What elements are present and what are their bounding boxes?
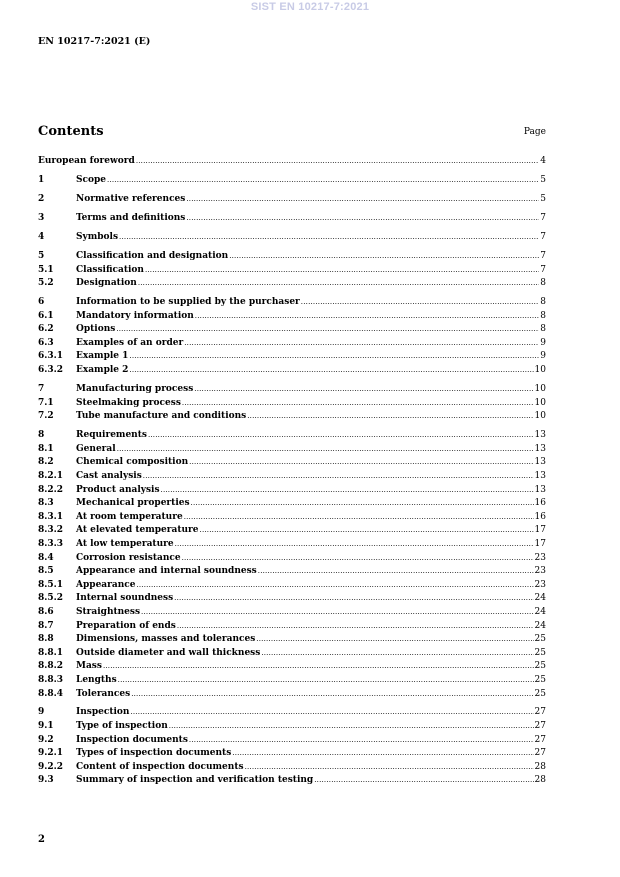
toc-entry-title: Mass xyxy=(76,661,102,672)
toc-entry-number: 5.2 xyxy=(38,278,54,289)
toc-entry-page: 27 xyxy=(534,721,546,732)
toc-entry-title: Chemical composition xyxy=(76,457,189,468)
toc-entry-title: Appearance xyxy=(76,579,136,590)
toc-entry[interactable] xyxy=(38,606,546,620)
toc-entry-title: Example 1 xyxy=(76,351,129,362)
toc-entry-number: 5.1 xyxy=(38,264,54,275)
toc-entry-number: 6 xyxy=(38,297,45,308)
dot-leader xyxy=(175,538,534,552)
toc-entry-page: 24 xyxy=(534,606,546,617)
dot-leader xyxy=(194,383,533,397)
toc-entry-page: 25 xyxy=(534,688,546,699)
toc-entry-page: 17 xyxy=(534,538,546,549)
document-identifier: EN 10217-7:2021 (E) xyxy=(38,36,151,47)
toc-entry-number: 8.5.1 xyxy=(38,579,64,590)
toc-entry-title: European foreword xyxy=(38,156,135,166)
dot-leader xyxy=(229,250,539,264)
toc-entry-title: At low temperature xyxy=(76,538,174,549)
toc-entry-page: 25 xyxy=(534,661,546,672)
toc-entry[interactable] xyxy=(38,155,546,169)
toc-entry-page: 27 xyxy=(534,734,546,745)
toc-entry-page: 5 xyxy=(540,174,546,185)
toc-entry-title: At room temperature xyxy=(76,511,183,522)
toc-entry-page: 10 xyxy=(534,384,546,395)
dot-leader xyxy=(107,174,539,188)
toc-entry[interactable] xyxy=(38,538,546,552)
toc-entry-title: Examples of an order xyxy=(76,337,184,348)
toc-entry[interactable] xyxy=(38,250,546,264)
toc-entry-page: 23 xyxy=(534,579,546,590)
toc-entry-number: 8.5 xyxy=(38,566,54,577)
toc-entry-number: 8.2.1 xyxy=(38,471,64,481)
toc-entry-page: 28 xyxy=(534,775,546,786)
toc-entry[interactable] xyxy=(38,747,546,761)
dot-leader xyxy=(182,397,534,411)
toc-entry-title: At elevated temperature xyxy=(76,525,199,536)
toc-entry-number: 7 xyxy=(38,384,45,395)
toc-entry[interactable] xyxy=(38,761,546,775)
toc-entry-title: Terms and definitions xyxy=(76,212,186,223)
toc-entry[interactable] xyxy=(38,296,546,310)
toc-entry[interactable] xyxy=(38,443,546,457)
toc-entry-number: 4 xyxy=(38,231,45,242)
dot-leader xyxy=(200,524,534,538)
watermark: SIST EN 10217-7:2021 xyxy=(250,1,370,13)
toc-entry[interactable] xyxy=(38,688,546,702)
toc-entry-page: 16 xyxy=(534,498,546,509)
toc-entry-title: Corrosion resistance xyxy=(76,552,181,563)
toc-entry-page: 9 xyxy=(540,351,546,362)
toc-entry-title: Product analysis xyxy=(76,484,160,495)
toc-entry-number: 8.2 xyxy=(38,457,54,468)
toc-entry-title: Inspection xyxy=(76,707,130,718)
toc-entry-page: 27 xyxy=(534,748,546,759)
toc-entry[interactable] xyxy=(38,774,546,788)
toc-entry-page: 24 xyxy=(534,620,546,631)
toc-entry[interactable] xyxy=(38,323,546,337)
toc-entry-title: Lengths xyxy=(76,674,117,685)
dot-leader xyxy=(195,310,539,324)
toc-entry-title: Appearance and internal soundness xyxy=(76,566,257,577)
toc-entry-title: Mechanical properties xyxy=(76,498,190,509)
toc-entry[interactable] xyxy=(38,734,546,748)
toc-entry-number: 8.3.2 xyxy=(38,525,64,536)
toc-entry-number: 5 xyxy=(38,250,45,261)
page-number: 2 xyxy=(38,834,45,845)
toc-entry-number: 8.6 xyxy=(38,606,54,617)
toc-entry-page: 8 xyxy=(540,297,546,308)
toc-entry-title: Manufacturing process xyxy=(76,384,194,395)
toc-entry[interactable] xyxy=(38,720,546,734)
toc-entry[interactable] xyxy=(38,565,546,579)
toc-entry-title: Content of inspection documents xyxy=(76,761,244,772)
toc-entry[interactable] xyxy=(38,364,546,378)
toc-entry-title: Classification xyxy=(76,264,144,275)
toc-entry-title: Classification and designation xyxy=(76,250,229,261)
toc-entry-page: 17 xyxy=(534,525,546,536)
toc-entry-title: Types of inspection documents xyxy=(76,748,232,759)
toc-entry[interactable] xyxy=(38,231,546,245)
dot-leader xyxy=(136,579,533,593)
table-of-contents xyxy=(38,155,546,788)
dot-leader xyxy=(189,456,533,470)
toc-entry-page: 25 xyxy=(534,647,546,658)
toc-entry-title: Steelmaking process xyxy=(76,397,181,408)
dot-leader xyxy=(186,193,539,207)
toc-entry[interactable] xyxy=(38,212,546,226)
toc-entry-number: 6.3.2 xyxy=(38,365,64,376)
toc-entry[interactable] xyxy=(38,337,546,351)
toc-entry-page: 28 xyxy=(534,761,546,772)
toc-entry-number: 8.2.2 xyxy=(38,484,64,495)
dot-leader xyxy=(191,497,534,511)
toc-entry[interactable] xyxy=(38,484,546,498)
toc-entry[interactable] xyxy=(38,706,546,720)
toc-entry-page: 23 xyxy=(534,552,546,563)
dot-leader xyxy=(143,470,534,484)
dot-leader xyxy=(117,443,534,457)
toc-entry[interactable] xyxy=(38,410,546,424)
toc-entry[interactable] xyxy=(38,350,546,364)
toc-entry-number: 8.5.2 xyxy=(38,593,64,604)
toc-entry[interactable] xyxy=(38,552,546,566)
toc-entry-number: 6.1 xyxy=(38,310,54,321)
dot-leader xyxy=(103,660,534,674)
toc-entry-title: Mandatory information xyxy=(76,310,194,321)
toc-entry-page: 9 xyxy=(540,337,546,348)
dot-leader xyxy=(184,337,539,351)
toc-entry-page: 25 xyxy=(534,674,546,685)
toc-entry-page: 23 xyxy=(534,566,546,577)
toc-entry[interactable] xyxy=(38,647,546,661)
toc-entry-page: 10 xyxy=(534,397,546,408)
toc-entry-title: Inspection documents xyxy=(76,734,188,745)
toc-entry-page: 10 xyxy=(534,365,546,376)
dot-leader xyxy=(177,620,534,634)
toc-entry-number: 8.3.1 xyxy=(38,511,64,522)
toc-entry-page: 8 xyxy=(540,278,546,289)
dot-leader xyxy=(141,606,534,620)
toc-entry-title: Internal soundness xyxy=(76,593,174,604)
toc-entry-title: Straightness xyxy=(76,606,141,617)
toc-entry-number: 8.8.3 xyxy=(38,674,64,685)
toc-entry-number: 9.2 xyxy=(38,734,54,745)
toc-entry-page: 7 xyxy=(540,231,546,242)
toc-entry-title: Designation xyxy=(76,278,137,289)
toc-entry-number: 2 xyxy=(38,193,45,204)
toc-entry-page: 7 xyxy=(540,264,546,275)
toc-entry-title: Normative references xyxy=(76,193,186,204)
dot-leader xyxy=(314,774,533,788)
toc-entry-title: Cast analysis xyxy=(76,471,142,481)
toc-entry-page: 13 xyxy=(534,471,546,481)
dot-leader xyxy=(118,674,534,688)
page-column-heading: Page xyxy=(523,127,546,137)
toc-entry-title: Tube manufacture and conditions xyxy=(76,411,247,422)
toc-entry[interactable] xyxy=(38,264,546,278)
dot-leader xyxy=(148,429,534,443)
dot-leader xyxy=(256,633,533,647)
toc-entry-number: 8.3 xyxy=(38,498,54,509)
dot-leader xyxy=(131,688,533,702)
toc-entry-page: 7 xyxy=(540,212,546,223)
toc-entry-number: 9.3 xyxy=(38,775,54,786)
toc-entry-title: Outside diameter and wall thickness xyxy=(76,647,261,658)
dot-leader xyxy=(119,231,539,245)
toc-entry[interactable] xyxy=(38,592,546,606)
toc-entry-number: 9 xyxy=(38,707,45,718)
dot-leader xyxy=(116,323,539,337)
contents-heading: Contents xyxy=(38,124,104,139)
toc-entry-number: 8.3.3 xyxy=(38,538,64,549)
toc-entry-page: 13 xyxy=(534,443,546,454)
toc-entry-number: 8.7 xyxy=(38,620,54,631)
toc-entry-title: Options xyxy=(76,324,116,335)
toc-entry[interactable] xyxy=(38,674,546,688)
toc-entry[interactable] xyxy=(38,497,546,511)
dot-leader xyxy=(245,761,534,775)
dot-leader xyxy=(169,720,534,734)
toc-entry[interactable] xyxy=(38,383,546,397)
toc-entry[interactable] xyxy=(38,579,546,593)
dot-leader xyxy=(136,155,539,169)
toc-entry-title: Preparation of ends xyxy=(76,620,176,631)
toc-entry[interactable] xyxy=(38,193,546,207)
toc-entry-title: Dimensions, masses and tolerances xyxy=(76,634,256,645)
toc-entry[interactable] xyxy=(38,429,546,443)
dot-leader xyxy=(145,264,539,278)
dot-leader xyxy=(130,706,533,720)
dot-leader xyxy=(247,410,533,424)
toc-entry-page: 13 xyxy=(534,430,546,441)
toc-entry-title: Information to be supplied by the purchaser xyxy=(76,297,300,308)
toc-entry-page: 25 xyxy=(534,634,546,645)
toc-entry-page: 5 xyxy=(540,193,546,204)
dot-leader xyxy=(261,647,533,661)
dot-leader xyxy=(189,734,534,748)
toc-entry-title: General xyxy=(76,443,116,454)
toc-entry-title: Tolerances xyxy=(76,688,131,699)
toc-entry-title: Symbols xyxy=(76,231,119,242)
dot-leader xyxy=(138,277,539,291)
toc-entry[interactable] xyxy=(38,511,546,525)
toc-entry-page: 13 xyxy=(534,484,546,495)
toc-entry-page: 7 xyxy=(540,250,546,261)
dot-leader xyxy=(186,212,539,226)
toc-entry-page: 4 xyxy=(540,156,546,166)
toc-entry-page: 13 xyxy=(534,457,546,468)
toc-entry-number: 6.3 xyxy=(38,337,54,348)
dot-leader xyxy=(184,511,534,525)
toc-entry[interactable] xyxy=(38,397,546,411)
toc-entry-number: 8.1 xyxy=(38,443,54,454)
dot-leader xyxy=(129,364,533,378)
toc-entry-title: Requirements xyxy=(76,430,147,441)
dot-leader xyxy=(182,552,534,566)
toc-entry[interactable] xyxy=(38,456,546,470)
toc-entry-number: 9.1 xyxy=(38,721,54,732)
toc-entry-page: 8 xyxy=(540,324,546,335)
dot-leader xyxy=(129,350,539,364)
toc-entry-title: Summary of inspection and verification testing xyxy=(76,775,314,786)
toc-entry[interactable] xyxy=(38,633,546,647)
toc-entry-title: Type of inspection xyxy=(76,721,168,732)
toc-entry-number: 7.1 xyxy=(38,397,54,408)
toc-entry-number: 3 xyxy=(38,212,45,223)
toc-entry[interactable] xyxy=(38,310,546,324)
toc-entry-number: 9.2.1 xyxy=(38,748,64,759)
toc-entry-number: 8.8.2 xyxy=(38,661,64,672)
dot-leader xyxy=(174,592,533,606)
toc-entry[interactable] xyxy=(38,174,546,188)
toc-entry[interactable] xyxy=(38,524,546,538)
toc-entry-number: 8.8.4 xyxy=(38,688,64,699)
toc-entry[interactable] xyxy=(38,660,546,674)
toc-entry-title: Scope xyxy=(76,174,107,185)
toc-entry-number: 7.2 xyxy=(38,411,54,422)
toc-entry-number: 8 xyxy=(38,430,45,441)
toc-entry-title: Example 2 xyxy=(76,365,129,376)
toc-entry-number: 9.2.2 xyxy=(38,761,64,772)
dot-leader xyxy=(258,565,534,579)
toc-entry-number: 8.8.1 xyxy=(38,647,64,658)
toc-entry-page: 8 xyxy=(540,310,546,321)
toc-entry-number: 8.8 xyxy=(38,634,54,645)
toc-entry-page: 24 xyxy=(534,593,546,604)
toc-entry[interactable] xyxy=(38,277,546,291)
toc-entry-number: 6.3.1 xyxy=(38,351,64,362)
toc-entry-number: 1 xyxy=(38,174,45,185)
toc-entry-page: 27 xyxy=(534,707,546,718)
toc-entry-page: 16 xyxy=(534,511,546,522)
toc-entry-page: 10 xyxy=(534,411,546,422)
toc-entry-number: 6.2 xyxy=(38,324,54,335)
toc-entry[interactable] xyxy=(38,620,546,634)
toc-entry[interactable] xyxy=(38,470,546,484)
dot-leader xyxy=(232,747,533,761)
dot-leader xyxy=(161,484,534,498)
toc-entry-number: 8.4 xyxy=(38,552,54,563)
dot-leader xyxy=(301,296,539,310)
